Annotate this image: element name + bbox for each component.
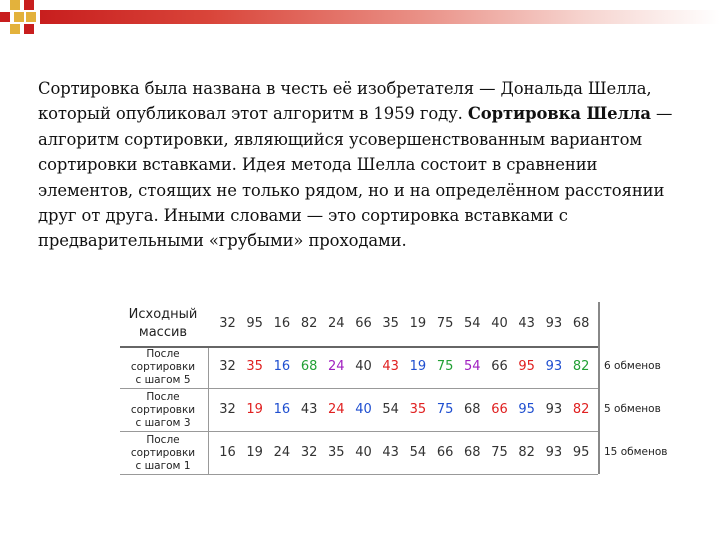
array-value: 24 bbox=[328, 359, 345, 374]
array-value: 16 bbox=[273, 316, 291, 331]
array-value: 43 bbox=[382, 445, 399, 460]
array-value: 19 bbox=[246, 402, 263, 417]
deco-square bbox=[24, 0, 34, 10]
intro-line1: Сортировка была названа в честь её изобретателя — Дональда Шелла, который опубликовал этот алгоритм в 1959 году. bbox=[38, 79, 652, 124]
array-value: 82 bbox=[572, 402, 590, 417]
array-value: 54 bbox=[382, 402, 399, 417]
intro-bold-term: Сортировка Шелла bbox=[467, 104, 651, 124]
array-value: 82 bbox=[572, 359, 590, 374]
table-divider bbox=[120, 431, 598, 432]
row-label: После сортировки с шагом 1 bbox=[130, 433, 196, 472]
array-value: 54 bbox=[464, 316, 481, 331]
deco-square bbox=[10, 0, 20, 10]
array-value: 19 bbox=[409, 359, 427, 374]
array-value: 95 bbox=[518, 359, 535, 374]
array-value: 93 bbox=[545, 359, 563, 374]
array-value: 16 bbox=[273, 359, 291, 374]
swap-count: 6 обменов bbox=[604, 360, 661, 372]
shell-sort-table bbox=[120, 300, 680, 480]
array-value: 82 bbox=[518, 445, 535, 460]
array-value: 32 bbox=[219, 402, 236, 417]
table-divider bbox=[120, 474, 598, 475]
array-value: 43 bbox=[382, 359, 399, 374]
array-value: 19 bbox=[246, 445, 263, 460]
array-value: 19 bbox=[409, 316, 427, 331]
array-value: 75 bbox=[491, 445, 508, 460]
deco-square bbox=[14, 12, 24, 22]
table-divider bbox=[120, 388, 598, 389]
array-value: 68 bbox=[464, 445, 481, 460]
array-value: 16 bbox=[219, 445, 236, 460]
array-value: 35 bbox=[328, 445, 345, 460]
array-value: 54 bbox=[409, 445, 427, 460]
array-value: 82 bbox=[300, 316, 318, 331]
deco-square bbox=[26, 12, 36, 22]
array-value: 95 bbox=[246, 316, 263, 331]
deco-square bbox=[24, 24, 34, 34]
header-decoration bbox=[0, 0, 720, 40]
array-value: 32 bbox=[219, 316, 236, 331]
array-value: 24 bbox=[328, 316, 345, 331]
array-value: 24 bbox=[273, 445, 291, 460]
array-value: 93 bbox=[545, 445, 563, 460]
row-label: После сортировки с шагом 5 bbox=[130, 347, 196, 386]
array-value: 40 bbox=[355, 402, 372, 417]
array-value: 68 bbox=[572, 316, 590, 331]
array-value: 93 bbox=[545, 316, 563, 331]
swap-count: 5 обменов bbox=[604, 403, 661, 415]
table-divider bbox=[598, 302, 600, 474]
array-value: 35 bbox=[246, 359, 263, 374]
array-value: 95 bbox=[518, 402, 535, 417]
array-value: 40 bbox=[355, 445, 372, 460]
array-value: 75 bbox=[436, 316, 454, 331]
table-divider bbox=[208, 346, 209, 474]
array-value: 75 bbox=[436, 402, 454, 417]
deco-square bbox=[10, 24, 20, 34]
array-value: 68 bbox=[464, 402, 481, 417]
array-value: 24 bbox=[328, 402, 345, 417]
array-value: 40 bbox=[355, 359, 372, 374]
swap-count: 15 обменов bbox=[604, 446, 668, 458]
array-value: 32 bbox=[219, 359, 236, 374]
array-value: 35 bbox=[382, 316, 399, 331]
array-value: 66 bbox=[491, 402, 508, 417]
array-value: 66 bbox=[436, 445, 454, 460]
array-value: 43 bbox=[300, 402, 318, 417]
array-value: 66 bbox=[491, 359, 508, 374]
row-label: Исходный массив bbox=[128, 307, 198, 340]
array-value: 68 bbox=[300, 359, 318, 374]
header-gradient-bar bbox=[40, 10, 720, 24]
array-value: 66 bbox=[355, 316, 372, 331]
array-value: 43 bbox=[518, 316, 535, 331]
deco-square bbox=[0, 12, 10, 22]
array-value: 75 bbox=[436, 359, 454, 374]
array-value: 40 bbox=[491, 316, 508, 331]
array-value: 16 bbox=[273, 402, 291, 417]
row-label: После сортировки с шагом 3 bbox=[130, 390, 196, 429]
array-value: 54 bbox=[464, 359, 481, 374]
array-value: 32 bbox=[300, 445, 318, 460]
array-value: 93 bbox=[545, 402, 563, 417]
array-value: 95 bbox=[572, 445, 590, 460]
intro-text bbox=[38, 76, 688, 254]
intro-line2: — алгоритм сортировки, являющийся усовершенствованным вариантом сортировки вставками. Идея метода Шелла состоит в сравнении элементов, стоящих не только рядом, но и на определённом расстоянии друг от друга. Иными словами — это сортировка вставками с предварительными «грубыми» проходами. bbox=[38, 104, 673, 251]
array-value: 35 bbox=[409, 402, 427, 417]
